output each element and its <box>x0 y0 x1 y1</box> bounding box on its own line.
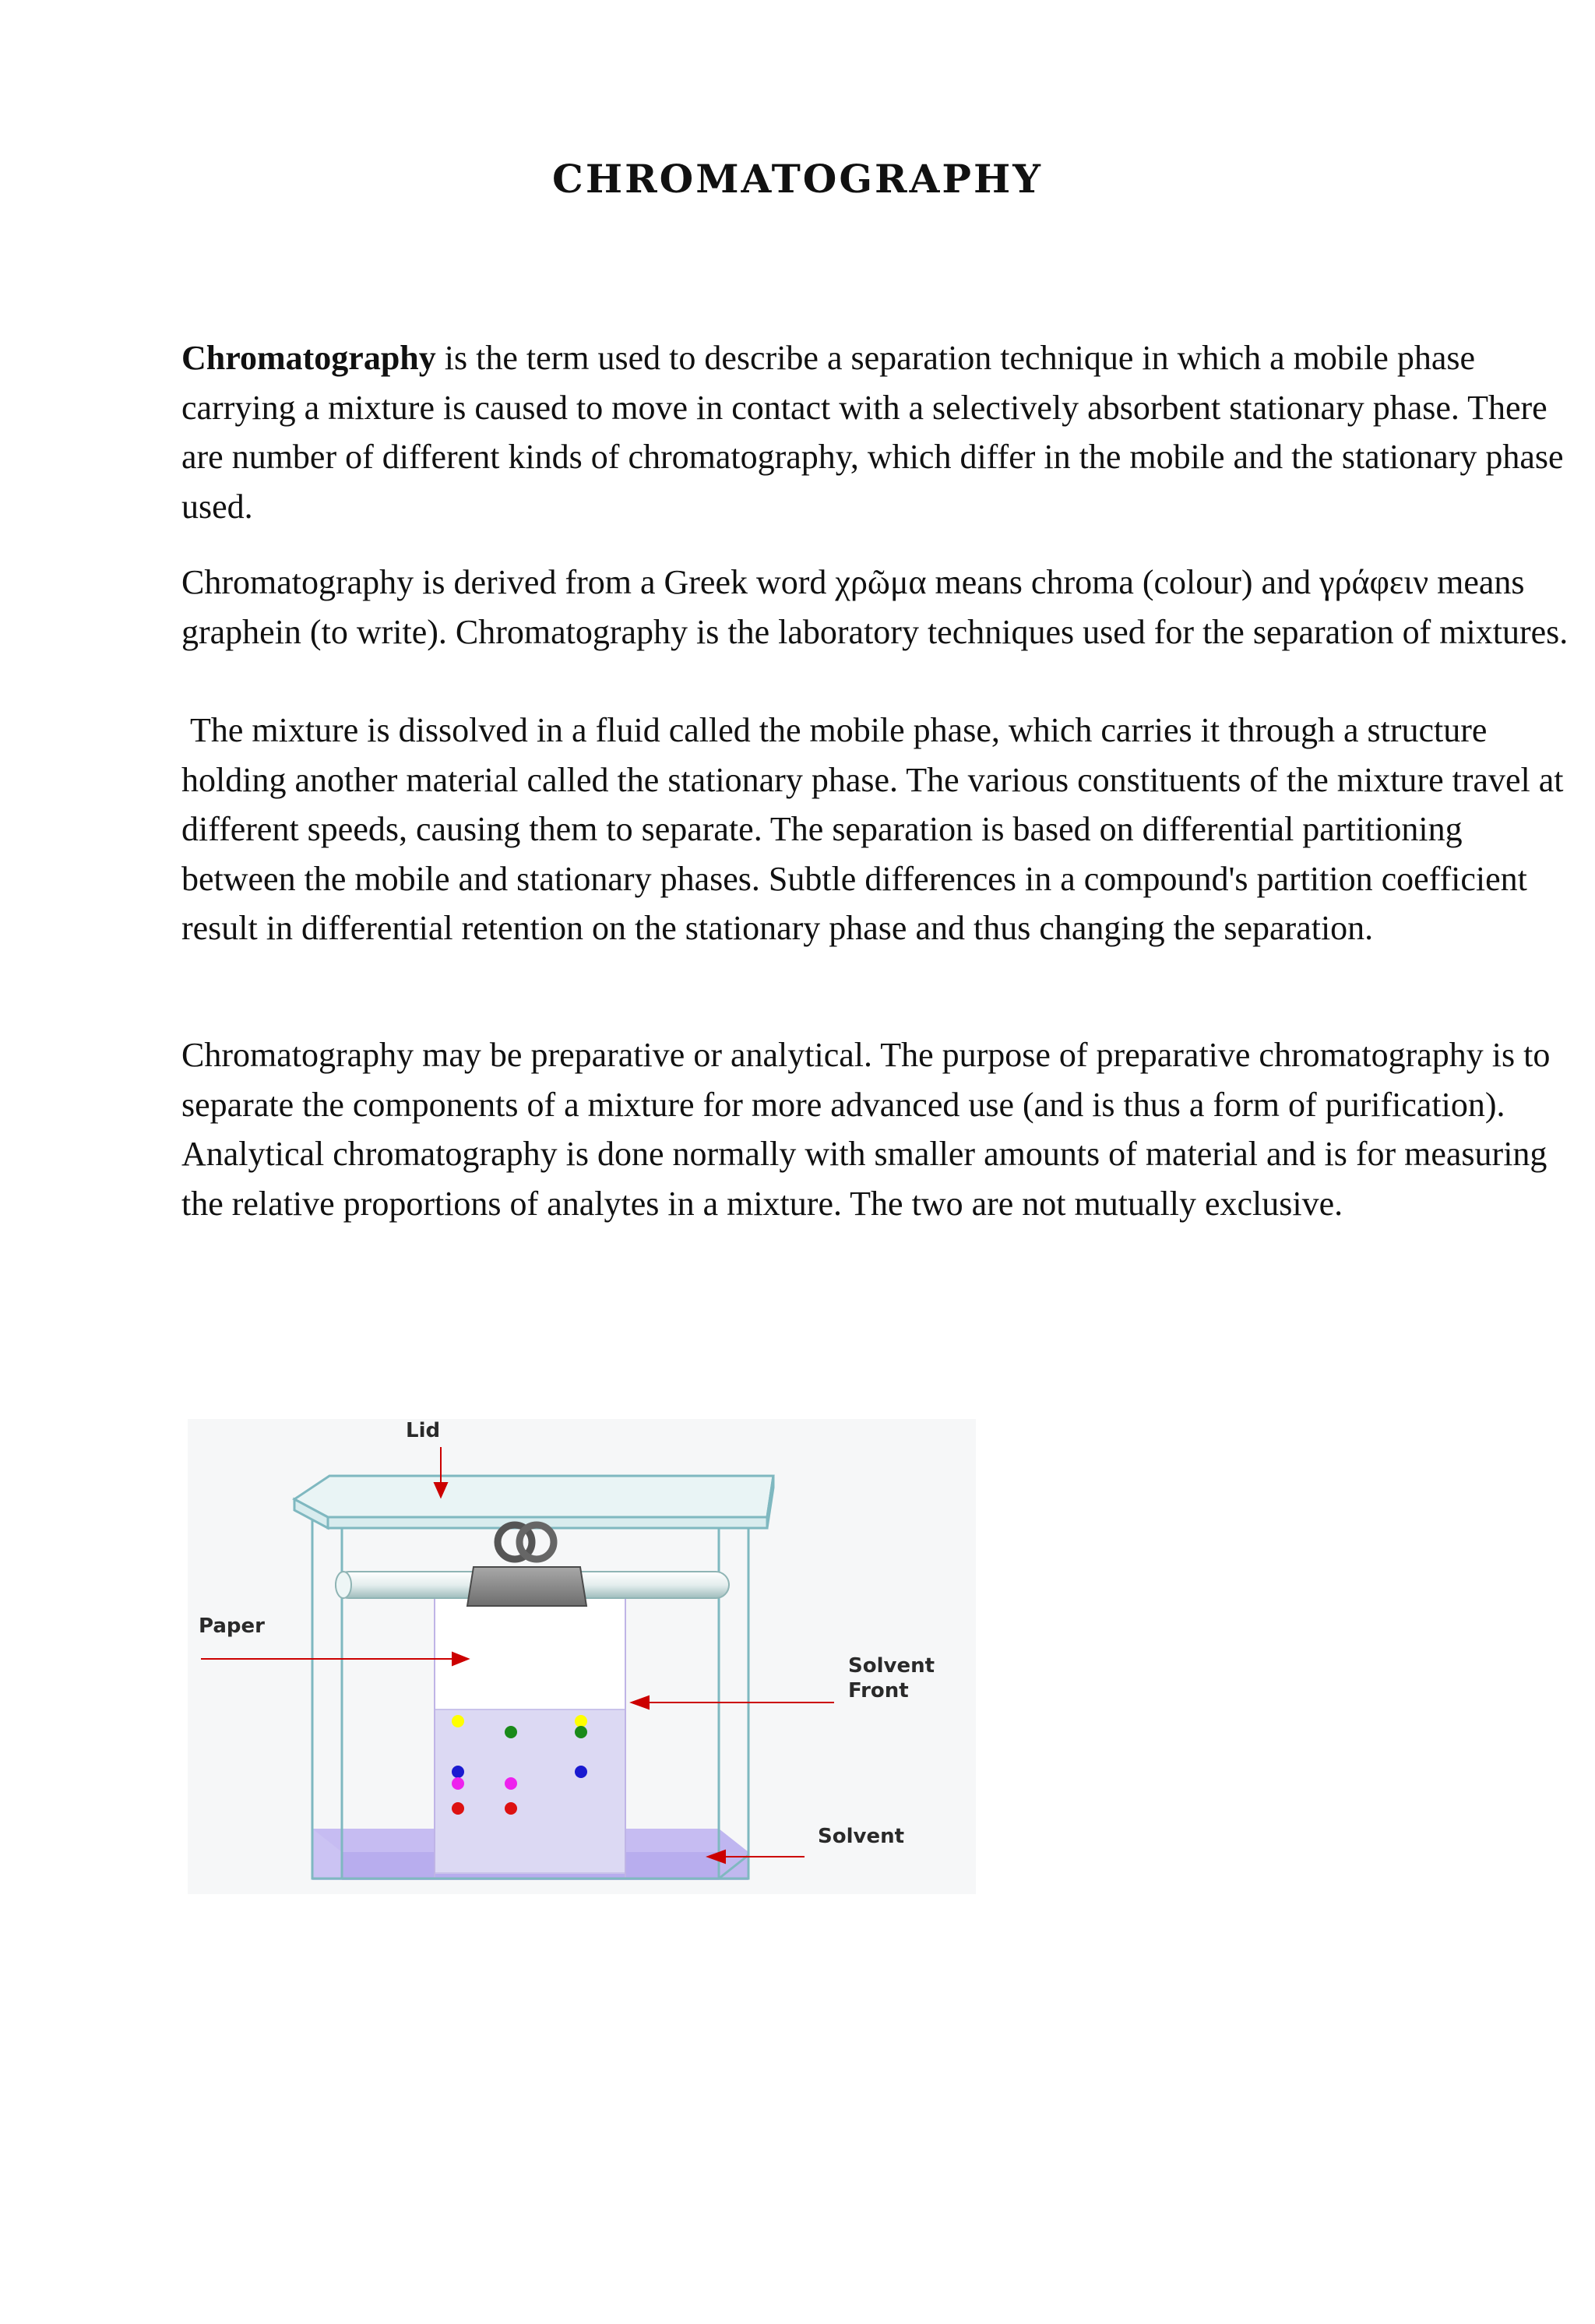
spot-red <box>452 1802 464 1815</box>
spot-blue <box>452 1766 464 1778</box>
paragraph-types: Chromatography may be preparative or analytical. The purpose of preparative chromatography is to separate the components of a mixture for more advanced use (and is thus a form of purification). Analytical chromatography is done normally with smaller amounts of material and is for measuring the relative proportions of analytes in a mixture. The two are not mutually exclusive. <box>181 1036 1551 1223</box>
rod-end <box>336 1572 351 1598</box>
label-paper: Paper <box>199 1614 265 1638</box>
paragraph-mechanism-text: The mixture is dissolved in a fluid called the mobile phase, which carries it through a structure holding another material called the stationary phase. The various constituents of the mixture travel at different speeds, causing them to separate. The separation is based on differential partitioning between the mobile and stationary phases. Subtle differences in a compound's partition coefficient result in differential retention on the stationary phase and thus changing the separation. <box>181 711 1564 947</box>
chromatography-tank-diagram <box>181 1402 984 1908</box>
label-solvent-front-line1: Solvent <box>848 1654 935 1678</box>
term-bold: Chromatography <box>181 339 436 377</box>
paragraph-definition <box>181 333 1576 531</box>
spot-green <box>505 1726 517 1738</box>
paragraph-etymology: Chromatography is derived from a Greek word χρῶμα means chroma (colour) and γράφειν means graphein (to write). Chromatography is the laboratory techniques used for the separation of mixtures. <box>181 563 1569 651</box>
label-solvent: Solvent <box>818 1825 905 1848</box>
lid-top <box>294 1476 773 1517</box>
spot-blue <box>575 1766 587 1778</box>
spot-red <box>505 1802 517 1815</box>
paragraph-mechanism <box>181 706 1576 953</box>
lid-shape <box>294 1476 773 1528</box>
spot-green <box>575 1726 587 1738</box>
label-solvent-front-line2: Front <box>848 1679 909 1703</box>
spot-magenta <box>505 1777 517 1790</box>
clip-body <box>467 1567 586 1606</box>
spot-yellow <box>575 1715 587 1727</box>
paper-strip <box>435 1585 625 1879</box>
paper-lower <box>435 1710 625 1873</box>
label-lid: Lid <box>406 1419 441 1442</box>
diagram-svg <box>181 1402 984 1908</box>
paragraph-definition-text: is the term used to describe a separation technique in which a mobile phase carrying a mixture is caused to move in contact with a selectively absorbent stationary phase. There are number of different kinds of chromatography, which differ in the mobile and the stationary phase used. <box>181 339 1564 526</box>
spot-yellow <box>452 1715 464 1727</box>
spot-magenta <box>452 1777 464 1790</box>
page-title: CHROMATOGRAPHY <box>552 156 1043 202</box>
